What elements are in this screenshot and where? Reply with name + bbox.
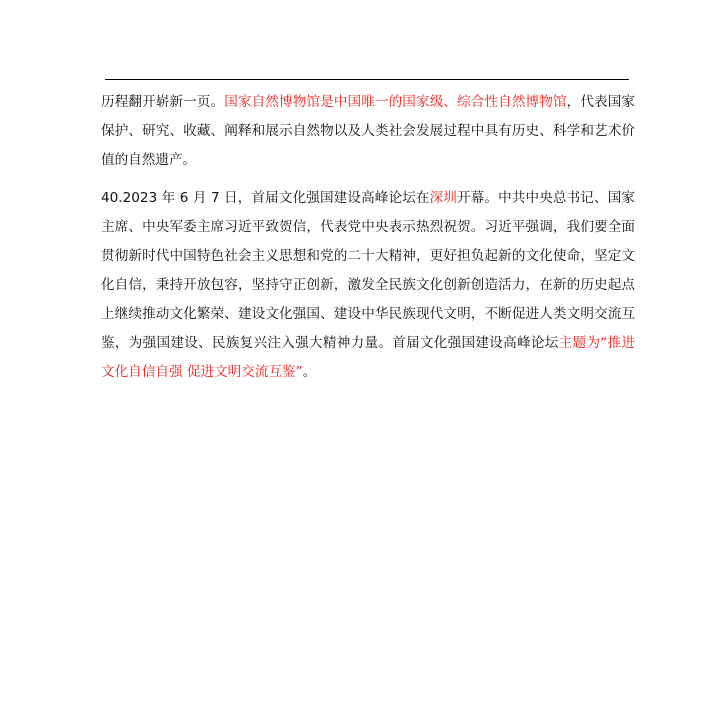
header-rule [105,79,629,80]
highlighted-text-museum: 国家自然博物馆是中国唯一的国家级、综合性自然博物馆 [224,94,567,110]
text-segment: ，代表国家保护、研究、收藏、阐释和展示自然物以及人类社会发展过程中具有历史、科学和艺术价值的自然遗产。 [101,94,636,168]
text-segment: 开幕。中共中央总书记、国家主席、中央军委主席习近平致贺信，代表党中央表示热烈祝贺。习近平强调，我们要全面贯彻新时代中国特色社会主义思想和党的二十大精神，更好担负起新的文化使命，坚定文化自信，秉持开放包容，坚持守正创新，激发全民族文化创新创造活力，在新的历史起点上继续推动文化繁荣、建设文化强国、建设中华民族现代文明，不断促进人类文明交流互鉴，为强国建设、民族复兴注入强大精神力量。首届文化强国建设高峰论坛 [101,190,635,351]
text-segment: 40.2023 年 6 月 7 日，首届文化强国建设高峰论坛在 [101,190,430,206]
highlighted-text-theme: 主题为“推进文化自信自强 促进文明交流互鉴” [101,335,636,380]
highlighted-text-city: 深圳 [429,190,457,206]
paragraph-forum [101,184,635,387]
text-segment: 。 [302,364,317,380]
text-segment: 历程翻开崭新一页。 [101,94,225,110]
paragraph-museum [101,88,635,175]
document-body [101,88,635,387]
